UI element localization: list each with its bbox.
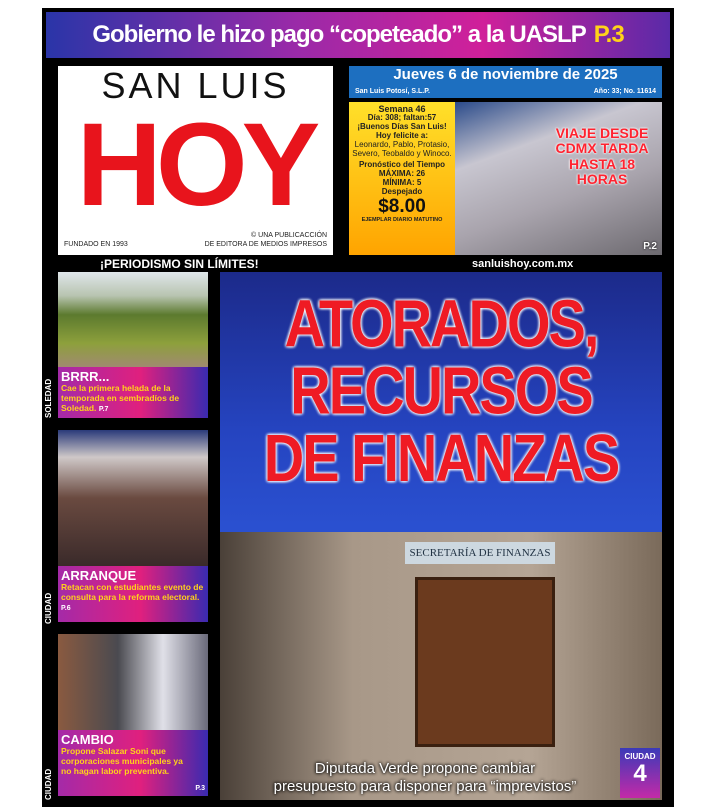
date: Jueves 6 de noviembre de 2025 xyxy=(393,66,618,83)
teaser-text: VIAJE DESDE CDMX TARDA HASTA 18 HORAS xyxy=(555,125,649,188)
side-story[interactable] xyxy=(58,272,208,418)
congrats: Hoy felicite a: xyxy=(375,130,428,140)
dateline xyxy=(349,66,662,98)
names: Leonardo, Pablo, Protasio, Severo, Teobaldo y Winoco. xyxy=(352,139,452,158)
city: San Luis Potosí, S.L.P. xyxy=(355,87,430,95)
sky: Despejado xyxy=(381,186,423,196)
publisher-line: DE EDITORA DE MEDIOS IMPRESOS xyxy=(204,240,327,248)
week: Semana 46 xyxy=(378,104,426,114)
badge-section: CIUDAD xyxy=(624,752,656,761)
side-story[interactable] xyxy=(58,430,208,622)
issue: Año: 33; No. 11614 xyxy=(593,87,656,95)
main-story[interactable] xyxy=(220,272,662,800)
greeting: ¡Buenos Días San Luis! xyxy=(357,122,447,132)
story-summary: Cae la primera helada de la temporada en sembradíos de Soledad. xyxy=(61,383,180,413)
story-page: P.6 xyxy=(61,604,71,612)
airport-teaser[interactable] xyxy=(455,102,662,255)
price: $8.00 xyxy=(378,195,426,217)
teaser-page: P.2 xyxy=(643,241,657,252)
story-summary: Retacan con estudiantes evento de consulta para la reforma electoral. xyxy=(61,582,204,602)
banner-headline: Gobierno le hizo pago “copeteado” a la UASLP xyxy=(92,21,586,48)
sub-line: Diputada Verde propone cambiar xyxy=(314,760,536,777)
max-temp: MÁXIMA: 26 xyxy=(378,168,426,178)
headline-line: RECURSOS xyxy=(290,352,592,428)
section-label: SOLEDAD xyxy=(44,378,53,418)
logo-top: SAN LUIS xyxy=(101,66,290,106)
masthead-logo xyxy=(58,66,333,255)
side-story[interactable] xyxy=(58,634,208,796)
sub-line: presupuesto para disponer para “imprevistos” xyxy=(273,778,577,795)
headline-line: ATORADOS, xyxy=(284,285,598,361)
section-label: CIUDAD xyxy=(44,768,53,800)
section-badge xyxy=(620,748,660,798)
info-box xyxy=(349,102,455,255)
banner-page: P.3 xyxy=(593,21,624,48)
story-title: BRRR... xyxy=(61,369,110,384)
main-subheadline xyxy=(240,760,610,796)
logo-name: HOY xyxy=(76,99,315,231)
field-photo xyxy=(58,272,208,367)
police-photo xyxy=(58,634,208,730)
edition: EJEMPLAR DIARIO MATUTINO xyxy=(361,216,443,223)
founded: FUNDADO EN 1993 xyxy=(64,240,128,248)
story-page: P.3 xyxy=(195,785,205,792)
website-link[interactable]: sanluishoy.com.mx xyxy=(472,258,574,270)
story-summary: Propone Salazar Soni que corporaciones municipales ya no hagan labor preventiva. xyxy=(61,746,183,776)
door xyxy=(415,577,555,747)
min-temp: MÍNIMA: 5 xyxy=(382,177,422,187)
top-banner[interactable] xyxy=(46,12,670,58)
audience-photo xyxy=(58,430,208,566)
badge-page: 4 xyxy=(633,760,647,787)
publisher xyxy=(205,232,327,249)
main-headline xyxy=(220,285,662,496)
publisher-line: © UNA PUBLICACCIÓN xyxy=(251,232,327,240)
section-label: CIUDAD xyxy=(44,592,53,624)
story-page: P.7 xyxy=(98,405,109,413)
day: Día: 308; faltan:57 xyxy=(367,113,437,123)
forecast: Pronóstico del Tiempo xyxy=(358,159,446,169)
headline-line: DE FINANZAS xyxy=(263,419,619,496)
tagline: ¡PERIODISMO SIN LÍMITES! xyxy=(100,257,259,271)
story-title: CAMBIO xyxy=(61,732,114,747)
story-title: ARRANQUE xyxy=(61,568,137,583)
building-sign: SECRETARÍA DE FINANZAS xyxy=(405,542,555,564)
finance-building-photo xyxy=(220,532,662,800)
